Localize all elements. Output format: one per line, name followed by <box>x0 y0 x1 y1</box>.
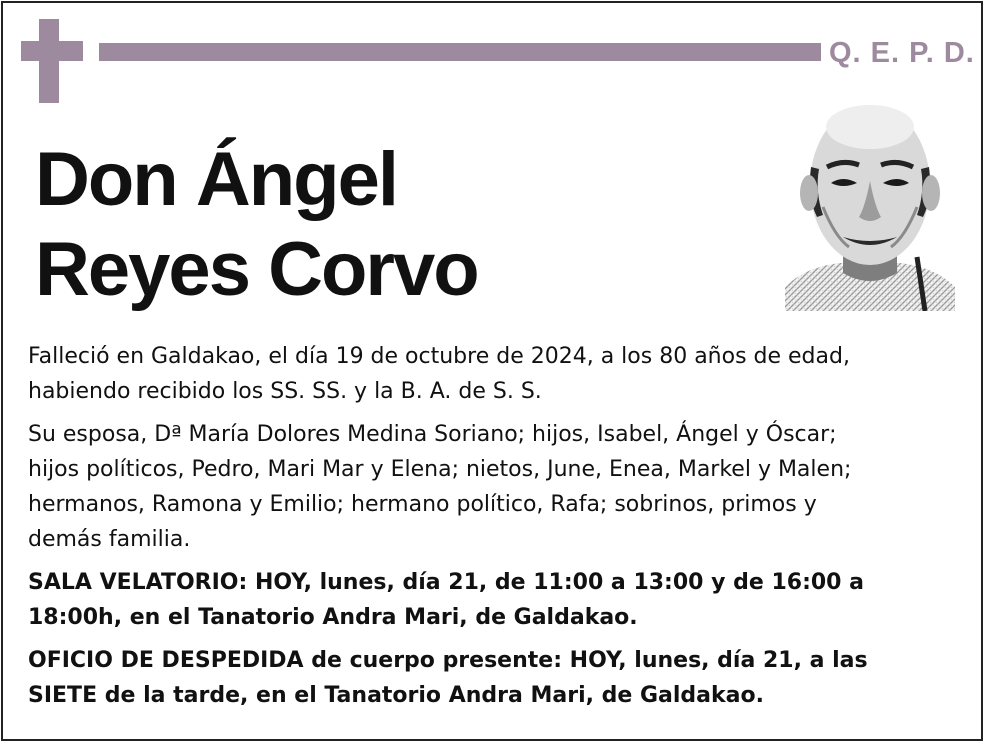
text-line: Falleció en Galdakao, el día 19 de octubre de 2024, a los 80 años de edad, <box>28 344 850 369</box>
text-line: SALA VELATORIO: HOY, lunes, día 21, de 11:00 a 13:00 y de 16:00 a <box>28 570 864 595</box>
text-line: OFICIO DE DESPEDIDA de cuerpo presente: HOY, lunes, día 21, a las <box>28 648 868 673</box>
name-line-1: Don Ángel <box>35 137 397 222</box>
portrait-photo <box>785 97 955 311</box>
text-line: habiendo recibido los SS. SS. y la B. A. de S. S. <box>28 379 542 404</box>
header-rule <box>99 43 821 61</box>
text-line: 18:00h, en el Tanatorio Andra Mari, de Galdakao. <box>28 605 638 630</box>
text-line: Su esposa, Dª María Dolores Medina Soriano; hijos, Isabel, Ángel y Óscar; <box>28 422 837 447</box>
text-line: hijos políticos, Pedro, Mari Mar y Elena; nietos, June, Enea, Markel y Malen; <box>28 457 852 482</box>
obituary-text <box>28 339 968 721</box>
obituary-card <box>1 1 983 741</box>
wake-info <box>28 565 968 635</box>
text-line: demás familia. <box>28 527 191 552</box>
qepd-label: Q. E. P. D. <box>829 37 975 69</box>
name-line-2: Reyes Corvo <box>35 227 478 312</box>
family-list <box>28 417 968 557</box>
death-announcement <box>28 339 968 409</box>
service-info <box>28 643 968 713</box>
cross-vertical-bar <box>39 19 59 103</box>
portrait-illustration <box>785 97 955 311</box>
text-line: hermanos, Ramona y Emilio; hermano político, Rafa; sobrinos, primos y <box>28 492 817 517</box>
cross-horizontal-bar <box>21 41 83 61</box>
text-line: SIETE de la tarde, en el Tanatorio Andra Mari, de Galdakao. <box>28 683 764 708</box>
deceased-name <box>35 135 478 315</box>
